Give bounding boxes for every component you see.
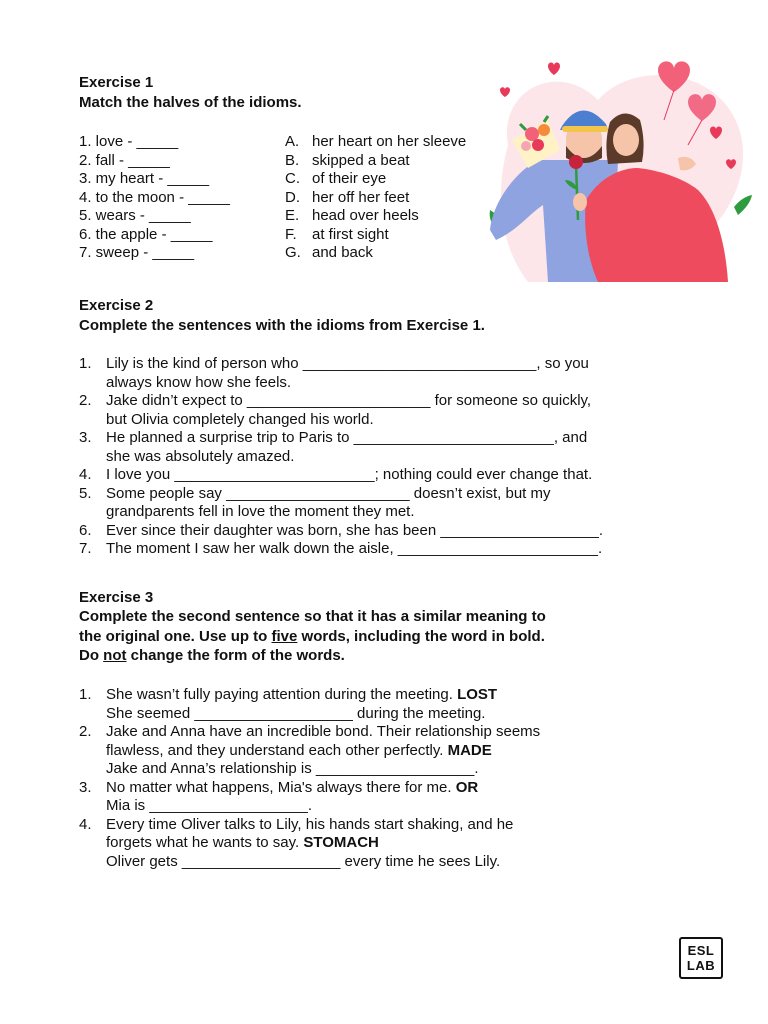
list-item xyxy=(285,244,466,263)
list-item xyxy=(285,189,466,208)
option-text: skipped a beat xyxy=(312,151,410,169)
sentence-line: Every time Oliver talks to Lily, his hands start shaking, and he xyxy=(106,815,514,833)
list-item: 1. love - _____ xyxy=(79,133,179,150)
exercise2-title: Exercise 2 xyxy=(79,297,154,314)
item-number: 4. xyxy=(79,466,92,483)
option-letter: D. xyxy=(285,188,300,206)
sentence-line: Some people say ______________________ doesn’t exist, but my xyxy=(106,484,551,502)
option-letter: F. xyxy=(285,225,297,243)
list-item xyxy=(79,392,679,429)
item-number: 1. xyxy=(79,355,92,372)
emphasis-five: five xyxy=(271,627,298,645)
keyword: STOMACH xyxy=(303,834,379,851)
list-item: 2. fall - _____ xyxy=(79,151,170,169)
list-item: 3. my heart - _____ xyxy=(79,170,210,187)
exercise2-instruction: Complete the sentences with the idioms from Exercise 1. xyxy=(79,317,485,334)
keyword: OR xyxy=(455,778,479,796)
item-number: 3. xyxy=(79,778,92,796)
instruction-line: Do not change the form of the words. xyxy=(79,647,345,664)
list-item: 4. to the moon - _____ xyxy=(79,188,230,206)
item-number: 1. xyxy=(79,686,92,703)
sentence-line: She wasn’t fully paying attention during the meeting. xyxy=(106,686,458,703)
list-item xyxy=(79,355,679,392)
list-item xyxy=(285,133,466,152)
list-item: 7. sweep - _____ xyxy=(79,244,195,261)
list-item xyxy=(285,226,466,245)
sentence-line: Ever since their daughter was born, she has been ___________________. xyxy=(106,521,604,539)
couple-illustration xyxy=(488,50,758,285)
esl-lab-logo xyxy=(679,937,723,979)
list-item xyxy=(79,485,679,522)
list-item: 6. the apple - _____ xyxy=(79,225,213,243)
exercise3-instruction xyxy=(79,608,546,666)
sentence-line: Jake didn’t expect to ______________________ for someone so quickly, xyxy=(106,392,592,409)
option-text: her off her feet xyxy=(312,188,410,206)
answer-line: She seemed ___________________ during the meeting. xyxy=(106,704,486,722)
list-item xyxy=(79,686,679,723)
list-item xyxy=(79,779,679,816)
list-item xyxy=(285,170,466,189)
answer-line: Jake and Anna’s relationship is ___________________. xyxy=(106,760,479,777)
emphasis-not: not xyxy=(103,647,127,664)
item-number: 2. xyxy=(79,723,92,740)
item-number: 3. xyxy=(79,429,92,446)
answer-line: Oliver gets ___________________ every time he sees Lily. xyxy=(106,852,501,870)
item-number: 4. xyxy=(79,815,92,833)
sentence-line: He planned a surprise trip to Paris to ________________________, and xyxy=(106,429,588,446)
option-letter: E. xyxy=(285,207,300,224)
exercise3-sentences xyxy=(79,686,679,871)
list-item xyxy=(285,207,466,226)
answer-line: Mia is ___________________. xyxy=(106,797,313,814)
list-item xyxy=(79,816,679,872)
item-number: 7. xyxy=(79,540,92,557)
list-item xyxy=(79,429,679,466)
option-text: of their eye xyxy=(312,170,387,187)
option-text: and back xyxy=(312,244,373,261)
sentence-line: grandparents fell in love the moment they met. xyxy=(106,503,415,520)
sentence-line: always know how she feels. xyxy=(106,373,292,391)
option-text: head over heels xyxy=(312,207,419,224)
sentence-line: The moment I saw her walk down the aisle, ________________________. xyxy=(106,540,603,557)
exercise1-instruction: Match the halves of the idioms. xyxy=(79,94,302,111)
list-item xyxy=(79,466,679,485)
item-number: 5. xyxy=(79,484,92,502)
sentence-line: flawless, and they understand each other perfectly. xyxy=(106,741,448,759)
option-letter: C. xyxy=(285,170,300,187)
keyword: MADE xyxy=(447,741,492,759)
option-text: her heart on her sleeve xyxy=(312,133,467,150)
item-number: 6. xyxy=(79,521,92,539)
instruction-line: Complete the second sentence so that it has a similar meaning to xyxy=(79,608,546,625)
option-text: at first sight xyxy=(312,225,389,243)
list-item xyxy=(79,723,679,779)
list-item xyxy=(79,522,679,541)
sentence-line: Jake and Anna have an incredible bond. Their relationship seems xyxy=(106,723,541,740)
sentence-line: Lily is the kind of person who ____________________________, so you xyxy=(106,355,589,372)
exercise3-title: Exercise 3 xyxy=(79,589,154,606)
sentence-line: but Olivia completely changed his world. xyxy=(106,410,374,428)
option-letter: B. xyxy=(285,151,300,169)
exercise1-title: Exercise 1 xyxy=(79,74,154,91)
exercise2-sentences xyxy=(79,355,679,559)
option-letter: G. xyxy=(285,244,301,261)
idiom-first-halves-list xyxy=(79,133,230,263)
logo-line: LAB xyxy=(686,958,716,973)
list-item: 5. wears - _____ xyxy=(79,207,191,224)
sentence-line: forgets what he wants to say. xyxy=(106,834,304,851)
keyword: LOST xyxy=(457,686,498,703)
list-item xyxy=(79,540,679,559)
sentence-line: No matter what happens, Mia's always there for me. xyxy=(106,778,456,796)
sentence-line: she was absolutely amazed. xyxy=(106,447,295,465)
list-item xyxy=(285,152,466,171)
sentence-line: I love you ________________________; nothing could ever change that. xyxy=(106,466,593,483)
logo-line: ESL xyxy=(687,943,715,958)
idiom-second-halves-list xyxy=(285,133,466,263)
instruction-line: the original one. Use up to five words, including the word in bold. xyxy=(79,627,545,645)
option-letter: A. xyxy=(285,133,300,150)
item-number: 2. xyxy=(79,392,92,409)
